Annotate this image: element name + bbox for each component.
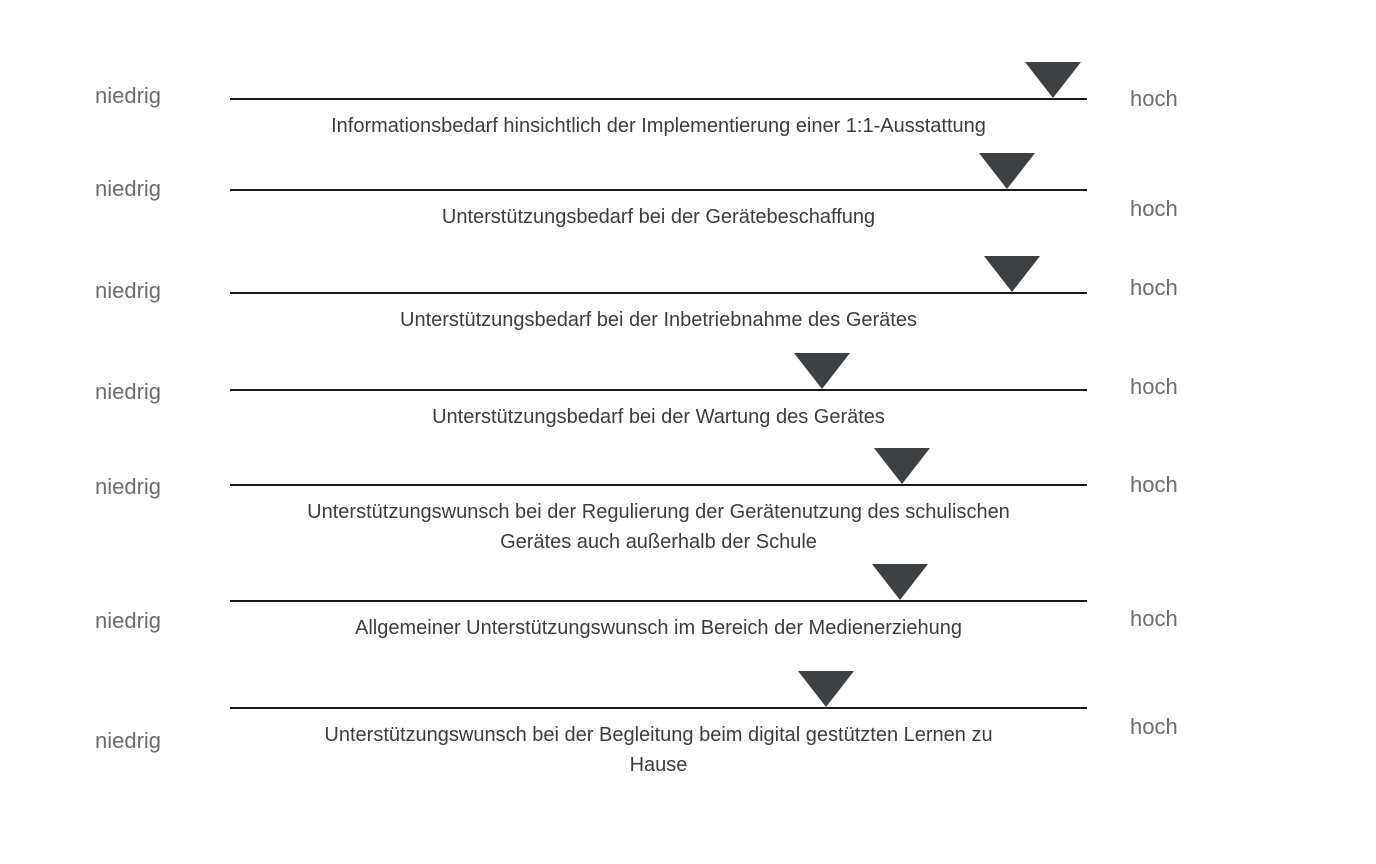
scale-max-label: hoch	[1130, 196, 1178, 221]
scale-caption	[230, 613, 1087, 643]
scale-max-label: hoch	[1130, 714, 1178, 739]
scale-min-label: niedrig	[95, 728, 162, 753]
scale-caption-line: Gerätes auch außerhalb der Schule	[500, 531, 817, 553]
value-marker-triangle-icon	[872, 564, 928, 600]
scale-caption-line: Unterstützungsbedarf bei der Wartung des Gerätes	[432, 406, 885, 428]
scale-line	[230, 98, 1087, 100]
scale-caption-line: Unterstützungswunsch bei der Regulierung der Gerätenutzung des schulischen	[307, 501, 1010, 523]
scale-min-label: niedrig	[95, 608, 162, 633]
scale-min-label: niedrig	[95, 176, 162, 201]
scale-caption	[230, 305, 1087, 335]
value-marker-triangle-icon	[979, 153, 1035, 189]
scale-caption	[230, 111, 1087, 141]
scale-caption-line: Informationsbedarf hinsichtlich der Implementierung einer 1:1-Ausstattung	[331, 115, 986, 137]
scale-line	[230, 600, 1087, 602]
value-marker-triangle-icon	[984, 256, 1040, 292]
scale-max-label: hoch	[1130, 472, 1178, 497]
scale-max-label: hoch	[1130, 606, 1178, 631]
scale-max-label: hoch	[1130, 86, 1178, 111]
scale-line	[230, 189, 1087, 191]
scale-caption-line: Unterstützungswunsch bei der Begleitung beim digital gestützten Lernen zu	[324, 724, 993, 746]
scale-min-label: niedrig	[95, 278, 162, 303]
scale-caption	[230, 497, 1087, 557]
scale-caption-line: Unterstützungsbedarf bei der Inbetriebnahme des Gerätes	[400, 309, 917, 331]
value-marker-triangle-icon	[798, 671, 854, 707]
scale-min-label: niedrig	[95, 474, 162, 499]
scale-line	[230, 292, 1087, 294]
scale-caption-line: Allgemeiner Unterstützungswunsch im Bereich der Medienerziehung	[355, 617, 962, 639]
scale-max-label: hoch	[1130, 275, 1178, 300]
scale-max-label: hoch	[1130, 374, 1178, 399]
scale-min-label: niedrig	[95, 83, 162, 108]
scale-caption	[230, 720, 1087, 780]
value-marker-triangle-icon	[874, 448, 930, 484]
scale-caption	[230, 402, 1087, 432]
scale-caption-line: Unterstützungsbedarf bei der Gerätebeschaffung	[441, 206, 876, 228]
scale-line	[230, 389, 1087, 391]
scale-line	[230, 707, 1087, 709]
value-marker-triangle-icon	[794, 353, 850, 389]
scale-caption	[230, 202, 1087, 232]
scale-caption-line: Hause	[629, 754, 688, 776]
value-marker-triangle-icon	[1025, 62, 1081, 98]
scale-min-label: niedrig	[95, 379, 162, 404]
scale-line	[230, 484, 1087, 486]
